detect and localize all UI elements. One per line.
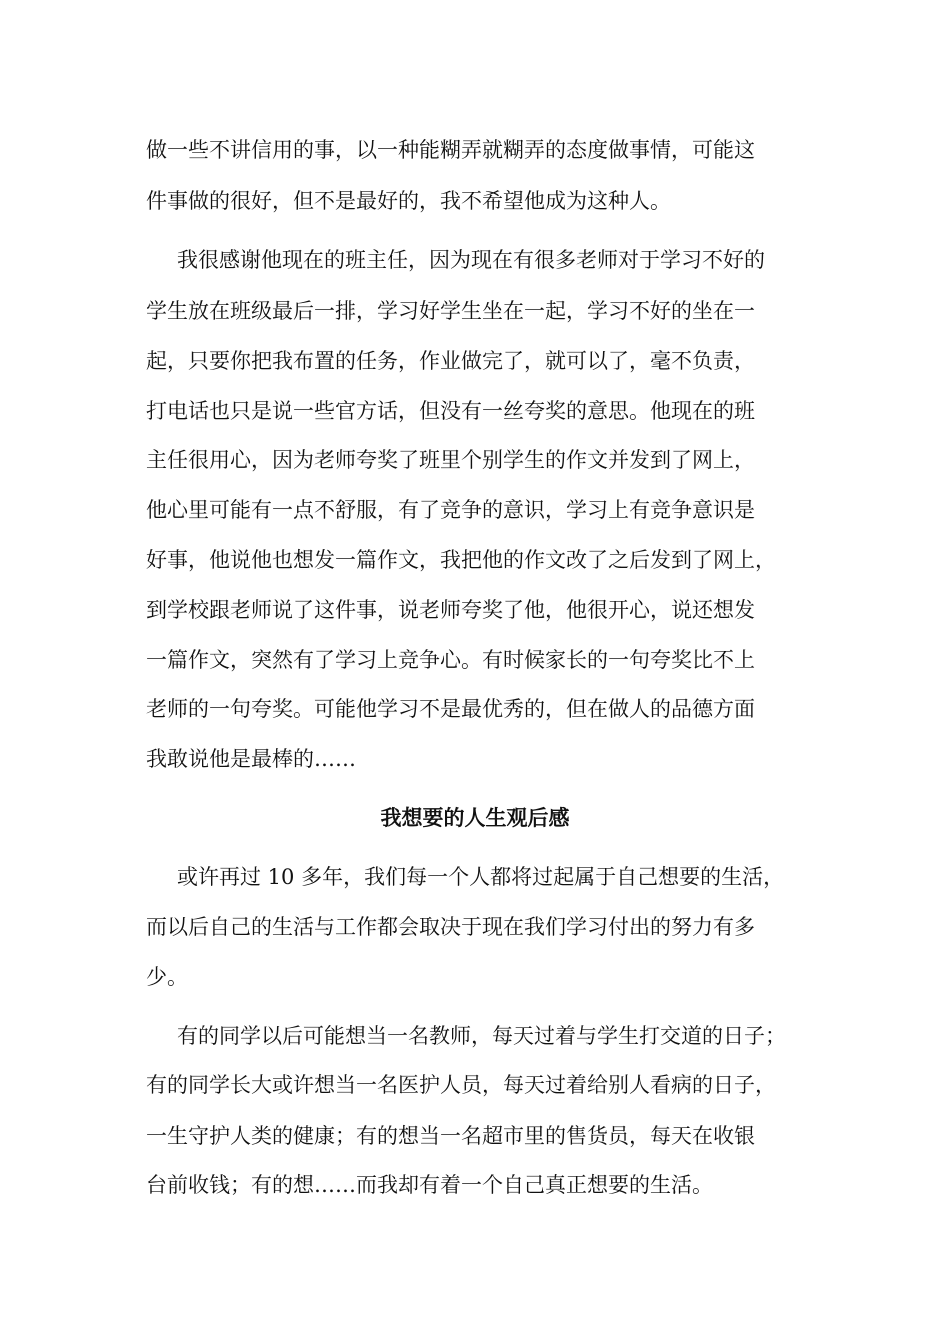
text-line: 有的同学以后可能想当一名教师，每天过着与学生打交道的日子； bbox=[177, 1024, 786, 1048]
text-line: 我很感谢他现在的班主任，因为现在有很多老师对于学习不好的 bbox=[177, 248, 765, 272]
text-line: 起，只要你把我布置的任务，作业做完了，就可以了，毫不负责， bbox=[146, 349, 755, 373]
text-line: 好事，他说他也想发一篇作文，我把他的作文改了之后发到了网上， bbox=[146, 548, 776, 572]
text-line: 我敢说他是最棒的…… bbox=[146, 747, 356, 771]
text-line: 学生放在班级最后一排，学习好学生坐在一起，学习不好的坐在一 bbox=[146, 299, 755, 323]
text-line: 件事做的很好，但不是最好的，我不希望他成为这种人。 bbox=[146, 189, 671, 213]
text-line: 打电话也只是说一些官方话，但没有一丝夸奖的意思。他现在的班 bbox=[146, 399, 755, 423]
text-line: 一篇作文，突然有了学习上竞争心。有时候家长的一句夸奖比不上 bbox=[146, 648, 755, 672]
text-line: 或许再过 10 多年，我们每一个人都将过起属于自己想要的生活， bbox=[177, 865, 785, 889]
text-line: 有的同学长大或许想当一名医护人员，每天过着给别人看病的日子， bbox=[146, 1073, 776, 1097]
text-line: 少。 bbox=[146, 965, 188, 989]
text-line: 到学校跟老师说了这件事，说老师夸奖了他，他很开心，说还想发 bbox=[146, 598, 755, 622]
section-title: 我想要的人生观后感 bbox=[380, 805, 570, 830]
text-line: 台前收钱；有的想……而我却有着一个自己真正想要的生活。 bbox=[146, 1173, 713, 1197]
text-line: 主任很用心，因为老师夸奖了班里个别学生的作文并发到了网上， bbox=[146, 448, 755, 472]
text-line: 他心里可能有一点不舒服，有了竞争的意识，学习上有竞争意识是 bbox=[146, 498, 755, 522]
text-line: 做一些不讲信用的事，以一种能糊弄就糊弄的态度做事情，可能这 bbox=[146, 138, 755, 162]
text-line: 老师的一句夸奖。可能他学习不是最优秀的，但在做人的品德方面 bbox=[146, 697, 755, 721]
text-line: 一生守护人类的健康；有的想当一名超市里的售货员，每天在收银 bbox=[146, 1124, 755, 1148]
text-line: 而以后自己的生活与工作都会取决于现在我们学习付出的努力有多 bbox=[146, 915, 755, 939]
